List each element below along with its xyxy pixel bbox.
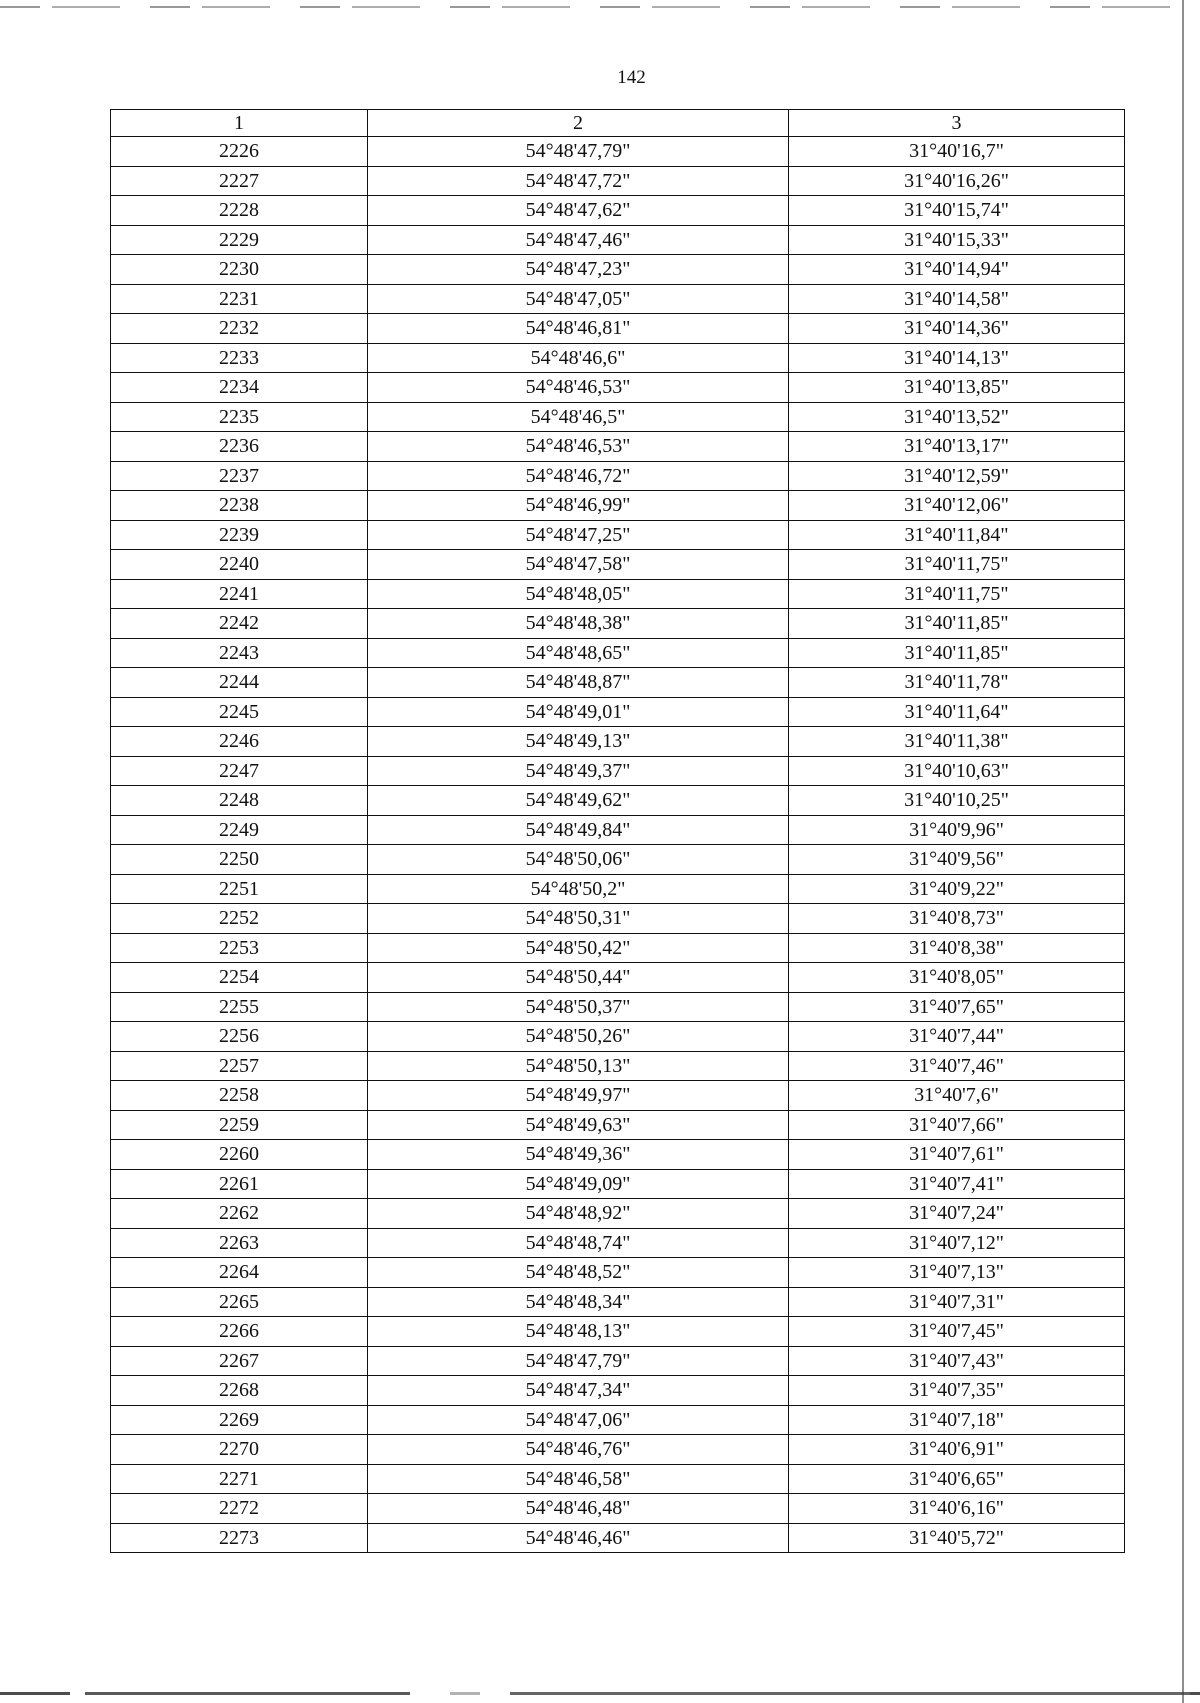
longitude-cell: 31°40'9,56": [789, 845, 1125, 875]
table-row: [111, 432, 1125, 462]
point-number-cell: 2250: [111, 845, 368, 875]
latitude-cell: 54°48'50,06": [368, 845, 789, 875]
point-number-cell: 2255: [111, 992, 368, 1022]
table-row: [111, 1051, 1125, 1081]
point-number-cell: 2258: [111, 1081, 368, 1111]
longitude-cell: 31°40'11,84": [789, 520, 1125, 550]
table-row: [111, 1169, 1125, 1199]
longitude-cell: 31°40'7,31": [789, 1287, 1125, 1317]
column-header-1: 1: [111, 110, 368, 137]
latitude-cell: 54°48'46,48": [368, 1494, 789, 1524]
latitude-cell: 54°48'46,53": [368, 373, 789, 403]
table-row: [111, 579, 1125, 609]
point-number-cell: 2231: [111, 284, 368, 314]
longitude-cell: 31°40'13,85": [789, 373, 1125, 403]
latitude-cell: 54°48'48,65": [368, 638, 789, 668]
longitude-cell: 31°40'12,59": [789, 461, 1125, 491]
table-row: [111, 697, 1125, 727]
point-number-cell: 2272: [111, 1494, 368, 1524]
longitude-cell: 31°40'8,38": [789, 933, 1125, 963]
latitude-cell: 54°48'46,53": [368, 432, 789, 462]
table-row: [111, 314, 1125, 344]
table-row: [111, 284, 1125, 314]
latitude-cell: 54°48'49,84": [368, 815, 789, 845]
table-row: [111, 373, 1125, 403]
latitude-cell: 54°48'48,87": [368, 668, 789, 698]
point-number-cell: 2226: [111, 137, 368, 167]
table-row: [111, 815, 1125, 845]
table-row: [111, 1199, 1125, 1229]
latitude-cell: 54°48'46,81": [368, 314, 789, 344]
latitude-cell: 54°48'47,58": [368, 550, 789, 580]
point-number-cell: 2256: [111, 1022, 368, 1052]
point-number-cell: 2239: [111, 520, 368, 550]
latitude-cell: 54°48'46,58": [368, 1464, 789, 1494]
latitude-cell: 54°48'50,44": [368, 963, 789, 993]
longitude-cell: 31°40'7,35": [789, 1376, 1125, 1406]
latitude-cell: 54°48'46,5": [368, 402, 789, 432]
table-row: [111, 1228, 1125, 1258]
latitude-cell: 54°48'49,62": [368, 786, 789, 816]
latitude-cell: 54°48'47,79": [368, 137, 789, 167]
longitude-cell: 31°40'11,64": [789, 697, 1125, 727]
latitude-cell: 54°48'46,72": [368, 461, 789, 491]
latitude-cell: 54°48'46,76": [368, 1435, 789, 1465]
table-body: [111, 137, 1125, 1553]
table-row: [111, 668, 1125, 698]
latitude-cell: 54°48'50,31": [368, 904, 789, 934]
longitude-cell: 31°40'15,33": [789, 225, 1125, 255]
table-row: [111, 1346, 1125, 1376]
table-row: [111, 845, 1125, 875]
point-number-cell: 2232: [111, 314, 368, 344]
table-row: [111, 1140, 1125, 1170]
point-number-cell: 2252: [111, 904, 368, 934]
longitude-cell: 31°40'9,22": [789, 874, 1125, 904]
point-number-cell: 2266: [111, 1317, 368, 1347]
longitude-cell: 31°40'7,13": [789, 1258, 1125, 1288]
longitude-cell: 31°40'14,13": [789, 343, 1125, 373]
point-number-cell: 2268: [111, 1376, 368, 1406]
table-row: [111, 1376, 1125, 1406]
coordinates-table: [110, 109, 1125, 1553]
latitude-cell: 54°48'47,79": [368, 1346, 789, 1376]
point-number-cell: 2230: [111, 255, 368, 285]
table-row: [111, 1464, 1125, 1494]
table-row: [111, 1081, 1125, 1111]
longitude-cell: 31°40'16,26": [789, 166, 1125, 196]
point-number-cell: 2233: [111, 343, 368, 373]
longitude-cell: 31°40'5,72": [789, 1523, 1125, 1553]
page-number: 142: [617, 67, 646, 88]
latitude-cell: 54°48'46,6": [368, 343, 789, 373]
table-row: [111, 461, 1125, 491]
point-number-cell: 2267: [111, 1346, 368, 1376]
scan-edge-top: [0, 6, 1200, 8]
latitude-cell: 54°48'50,26": [368, 1022, 789, 1052]
longitude-cell: 31°40'10,25": [789, 786, 1125, 816]
latitude-cell: 54°48'47,72": [368, 166, 789, 196]
latitude-cell: 54°48'48,52": [368, 1258, 789, 1288]
longitude-cell: 31°40'7,66": [789, 1110, 1125, 1140]
table-row: [111, 225, 1125, 255]
point-number-cell: 2249: [111, 815, 368, 845]
point-number-cell: 2257: [111, 1051, 368, 1081]
point-number-cell: 2244: [111, 668, 368, 698]
latitude-cell: 54°48'49,63": [368, 1110, 789, 1140]
table-row: [111, 786, 1125, 816]
latitude-cell: 54°48'47,25": [368, 520, 789, 550]
point-number-cell: 2260: [111, 1140, 368, 1170]
latitude-cell: 54°48'49,09": [368, 1169, 789, 1199]
table-row: [111, 638, 1125, 668]
table-row: [111, 609, 1125, 639]
longitude-cell: 31°40'7,24": [789, 1199, 1125, 1229]
point-number-cell: 2265: [111, 1287, 368, 1317]
longitude-cell: 31°40'11,85": [789, 609, 1125, 639]
latitude-cell: 54°48'46,46": [368, 1523, 789, 1553]
longitude-cell: 31°40'7,61": [789, 1140, 1125, 1170]
point-number-cell: 2246: [111, 727, 368, 757]
point-number-cell: 2243: [111, 638, 368, 668]
longitude-cell: 31°40'11,85": [789, 638, 1125, 668]
longitude-cell: 31°40'7,18": [789, 1405, 1125, 1435]
point-number-cell: 2253: [111, 933, 368, 963]
point-number-cell: 2229: [111, 225, 368, 255]
latitude-cell: 54°48'46,99": [368, 491, 789, 521]
table-row: [111, 1258, 1125, 1288]
scan-edge-bottom: [0, 1692, 1200, 1695]
point-number-cell: 2247: [111, 756, 368, 786]
table-row: [111, 992, 1125, 1022]
longitude-cell: 31°40'8,73": [789, 904, 1125, 934]
table-row: [111, 1287, 1125, 1317]
table-row: [111, 137, 1125, 167]
latitude-cell: 54°48'50,37": [368, 992, 789, 1022]
table-row: [111, 550, 1125, 580]
longitude-cell: 31°40'7,6": [789, 1081, 1125, 1111]
longitude-cell: 31°40'15,74": [789, 196, 1125, 226]
point-number-cell: 2245: [111, 697, 368, 727]
point-number-cell: 2264: [111, 1258, 368, 1288]
latitude-cell: 54°48'49,37": [368, 756, 789, 786]
longitude-cell: 31°40'16,7": [789, 137, 1125, 167]
longitude-cell: 31°40'8,05": [789, 963, 1125, 993]
point-number-cell: 2251: [111, 874, 368, 904]
latitude-cell: 54°48'47,06": [368, 1405, 789, 1435]
point-number-cell: 2262: [111, 1199, 368, 1229]
scan-edge-right: [1182, 0, 1184, 1703]
latitude-cell: 54°48'48,92": [368, 1199, 789, 1229]
latitude-cell: 54°48'49,01": [368, 697, 789, 727]
latitude-cell: 54°48'47,05": [368, 284, 789, 314]
longitude-cell: 31°40'7,43": [789, 1346, 1125, 1376]
longitude-cell: 31°40'13,52": [789, 402, 1125, 432]
point-number-cell: 2236: [111, 432, 368, 462]
table-row: [111, 1494, 1125, 1524]
table-row: [111, 1435, 1125, 1465]
table-row: [111, 1405, 1125, 1435]
table-row: [111, 402, 1125, 432]
latitude-cell: 54°48'47,34": [368, 1376, 789, 1406]
point-number-cell: 2254: [111, 963, 368, 993]
longitude-cell: 31°40'7,41": [789, 1169, 1125, 1199]
column-header-3: 3: [789, 110, 1125, 137]
point-number-cell: 2259: [111, 1110, 368, 1140]
table-row: [111, 520, 1125, 550]
latitude-cell: 54°48'47,23": [368, 255, 789, 285]
longitude-cell: 31°40'11,75": [789, 579, 1125, 609]
longitude-cell: 31°40'11,75": [789, 550, 1125, 580]
point-number-cell: 2227: [111, 166, 368, 196]
latitude-cell: 54°48'49,97": [368, 1081, 789, 1111]
latitude-cell: 54°48'49,36": [368, 1140, 789, 1170]
point-number-cell: 2235: [111, 402, 368, 432]
latitude-cell: 54°48'50,42": [368, 933, 789, 963]
longitude-cell: 31°40'14,36": [789, 314, 1125, 344]
table-row: [111, 255, 1125, 285]
table-row: [111, 196, 1125, 226]
table-row: [111, 1523, 1125, 1553]
point-number-cell: 2269: [111, 1405, 368, 1435]
latitude-cell: 54°48'50,13": [368, 1051, 789, 1081]
longitude-cell: 31°40'7,44": [789, 1022, 1125, 1052]
point-number-cell: 2242: [111, 609, 368, 639]
point-number-cell: 2234: [111, 373, 368, 403]
longitude-cell: 31°40'11,38": [789, 727, 1125, 757]
latitude-cell: 54°48'47,46": [368, 225, 789, 255]
longitude-cell: 31°40'14,94": [789, 255, 1125, 285]
table-row: [111, 963, 1125, 993]
longitude-cell: 31°40'6,65": [789, 1464, 1125, 1494]
table-row: [111, 874, 1125, 904]
table-row: [111, 1110, 1125, 1140]
latitude-cell: 54°48'48,13": [368, 1317, 789, 1347]
table-row: [111, 933, 1125, 963]
point-number-cell: 2237: [111, 461, 368, 491]
table-row: [111, 1022, 1125, 1052]
longitude-cell: 31°40'7,12": [789, 1228, 1125, 1258]
longitude-cell: 31°40'9,96": [789, 815, 1125, 845]
point-number-cell: 2228: [111, 196, 368, 226]
table-row: [111, 343, 1125, 373]
point-number-cell: 2273: [111, 1523, 368, 1553]
point-number-cell: 2261: [111, 1169, 368, 1199]
longitude-cell: 31°40'10,63": [789, 756, 1125, 786]
header-row: [111, 110, 1125, 137]
table-row: [111, 1317, 1125, 1347]
table-header: [111, 110, 1125, 137]
longitude-cell: 31°40'7,65": [789, 992, 1125, 1022]
point-number-cell: 2240: [111, 550, 368, 580]
latitude-cell: 54°48'48,74": [368, 1228, 789, 1258]
longitude-cell: 31°40'7,46": [789, 1051, 1125, 1081]
longitude-cell: 31°40'14,58": [789, 284, 1125, 314]
longitude-cell: 31°40'6,16": [789, 1494, 1125, 1524]
longitude-cell: 31°40'11,78": [789, 668, 1125, 698]
longitude-cell: 31°40'12,06": [789, 491, 1125, 521]
latitude-cell: 54°48'48,38": [368, 609, 789, 639]
column-header-2: 2: [368, 110, 789, 137]
point-number-cell: 2270: [111, 1435, 368, 1465]
latitude-cell: 54°48'48,34": [368, 1287, 789, 1317]
longitude-cell: 31°40'13,17": [789, 432, 1125, 462]
latitude-cell: 54°48'48,05": [368, 579, 789, 609]
point-number-cell: 2248: [111, 786, 368, 816]
latitude-cell: 54°48'49,13": [368, 727, 789, 757]
longitude-cell: 31°40'6,91": [789, 1435, 1125, 1465]
point-number-cell: 2263: [111, 1228, 368, 1258]
point-number-cell: 2271: [111, 1464, 368, 1494]
latitude-cell: 54°48'47,62": [368, 196, 789, 226]
longitude-cell: 31°40'7,45": [789, 1317, 1125, 1347]
table-row: [111, 166, 1125, 196]
point-number-cell: 2238: [111, 491, 368, 521]
table-row: [111, 727, 1125, 757]
table-row: [111, 491, 1125, 521]
latitude-cell: 54°48'50,2": [368, 874, 789, 904]
table-row: [111, 904, 1125, 934]
point-number-cell: 2241: [111, 579, 368, 609]
table-row: [111, 756, 1125, 786]
